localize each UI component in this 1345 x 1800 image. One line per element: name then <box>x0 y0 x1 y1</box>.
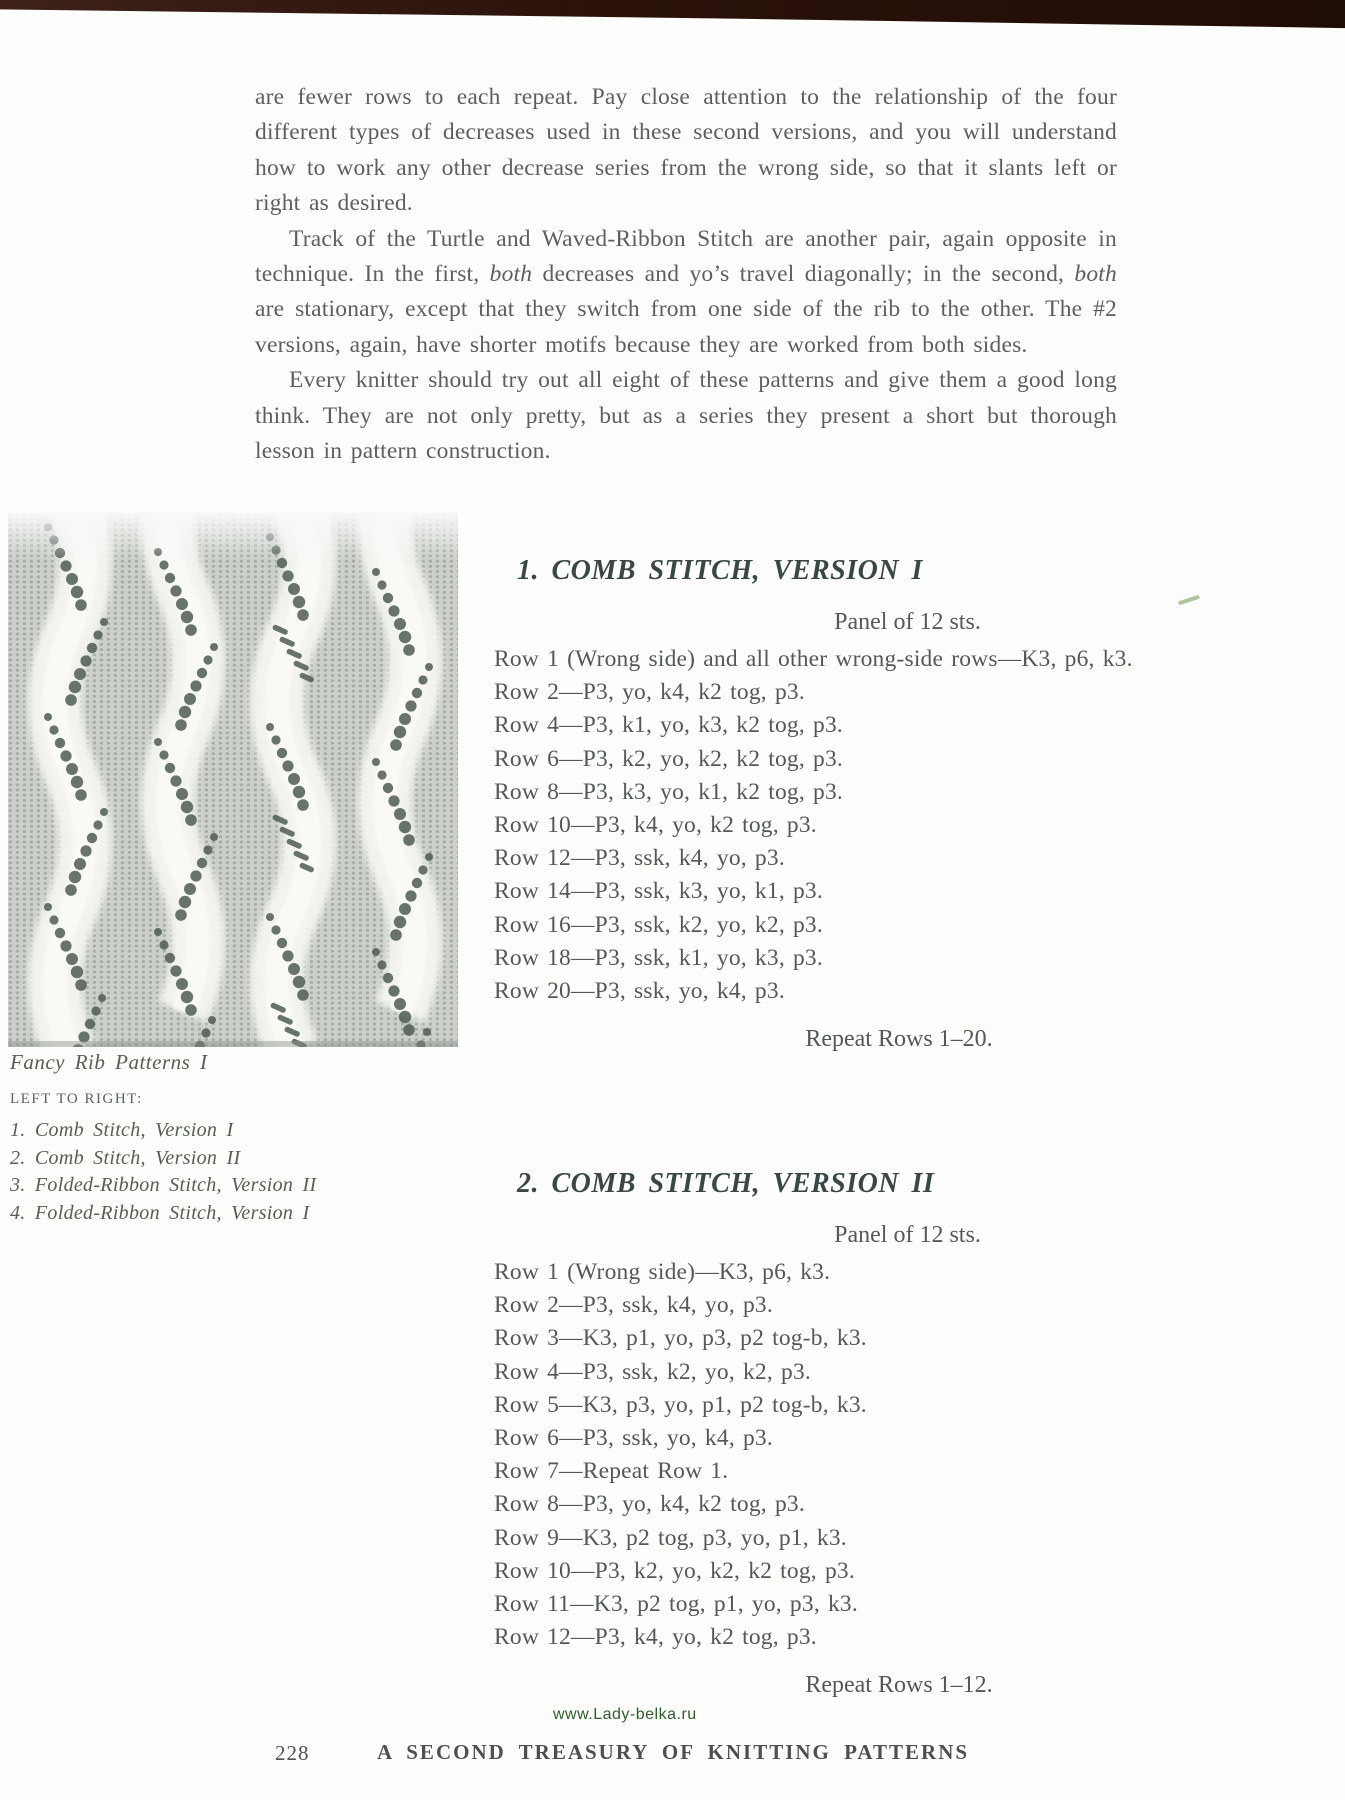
row-instruction: Row 1 (Wrong side) and all other wrong-side rows—K3, p6, k3. <box>494 646 1133 672</box>
row-instruction: Row 6—P3, k2, yo, k2, k2 tog, p3. <box>494 745 843 772</box>
row-instruction: Row 12—P3, k4, yo, k2 tog, p3. <box>494 1624 817 1651</box>
caption-item-list <box>10 1117 450 1227</box>
row-instruction: Row 20—P3, ssk, yo, k4, p3. <box>494 977 785 1004</box>
row-instruction: Row 3—K3, p1, yo, p3, p2 tog-b, k3. <box>494 1325 867 1352</box>
row-instruction: Row 10—P3, k2, yo, k2, k2 tog, p3. <box>494 1557 855 1584</box>
row-instruction: Row 18—P3, ssk, k1, yo, k3, p3. <box>494 944 823 971</box>
row-instruction: Row 6—P3, ssk, yo, k4, p3. <box>494 1424 773 1451</box>
knitting-swatch-illustration <box>8 512 458 1047</box>
section-comb-stitch-version-1 <box>494 551 1139 1053</box>
watermark-text: www.Lady-belka.ru <box>553 1706 697 1723</box>
book-title: A SECOND TREASURY OF KNITTING PATTERNS <box>377 1740 970 1764</box>
row-instruction: Row 16—P3, ssk, k2, yo, k2, p3. <box>494 911 823 938</box>
row-instruction: Row 1 (Wrong side)—K3, p6, k3. <box>494 1259 831 1285</box>
row-instruction: Row 4—P3, ssk, k2, yo, k2, p3. <box>494 1358 812 1385</box>
figure-caption <box>10 1050 450 1227</box>
pencil-mark <box>1178 595 1200 606</box>
caption-lead: LEFT TO RIGHT: <box>10 1091 143 1107</box>
repeat-note: Repeat Rows 1–12. <box>805 1672 993 1699</box>
row-instruction: Row 2—P3, ssk, k4, yo, p3. <box>494 1292 773 1319</box>
row-instruction: Row 4—P3, k1, yo, k3, k2 tog, p3. <box>494 712 843 739</box>
row-instruction: Row 7—Repeat Row 1. <box>494 1458 729 1485</box>
page-number: 228 <box>275 1741 310 1765</box>
row-instruction: Row 5—K3, p3, yo, p1, p2 tog-b, k3. <box>494 1391 867 1418</box>
intro-text <box>255 80 1117 469</box>
caption-item: 4. Folded-Ribbon Stitch, Version I <box>10 1201 310 1224</box>
row-instruction-list <box>494 1259 1139 1657</box>
caption-item: 2. Comb Stitch, Version II <box>10 1146 241 1169</box>
row-instruction: Row 2—P3, yo, k4, k2 tog, p3. <box>494 679 805 706</box>
repeat-note: Repeat Rows 1–20. <box>805 1026 993 1053</box>
row-instruction: Row 9—K3, p2 tog, p3, yo, p1, k3. <box>494 1524 847 1551</box>
intro-paragraph: are fewer rows to each repeat. Pay close attention to the relationship of the four different types of decreases used in these second versions, and you will understand how to work any other decrease series from the wrong side, so that it slants left or right as desired. <box>255 84 1117 217</box>
caption-title: Fancy Rib Patterns I <box>10 1050 208 1074</box>
row-instruction: Row 10—P3, k4, yo, k2 tog, p3. <box>494 811 817 838</box>
knitting-swatch-photo <box>8 512 458 1047</box>
panel-note: Panel of 12 sts. <box>834 609 981 635</box>
row-instruction: Row 11—K3, p2 tog, p1, yo, p3, k3. <box>494 1590 858 1617</box>
section-comb-stitch-version-2 <box>494 1164 1139 1699</box>
intro-paragraph: Track of the Turtle and Waved-Ribbon Stitch are another pair, again opposite in technique. In the first, both decreases and yo’s travel diagonally; in the second, both are stationary, except that they switch from one side of the rib to the other. The #2 versions, again, have shorter motifs because they are worked from both sides. <box>255 225 1117 358</box>
section-heading: 2. COMB STITCH, VERSION II <box>517 1168 935 1199</box>
book-spine-edge <box>0 0 1345 36</box>
panel-note: Panel of 12 sts. <box>834 1222 981 1248</box>
intro-paragraph: Every knitter should try out all eight of these patterns and give them a good long think. They are not only pretty, but as a series they present a short but thorough lesson in pattern construction. <box>255 367 1117 465</box>
row-instruction: Row 12—P3, ssk, k4, yo, p3. <box>494 845 785 872</box>
row-instruction: Row 14—P3, ssk, k3, yo, k1, p3. <box>494 878 823 905</box>
section-heading: 1. COMB STITCH, VERSION I <box>517 555 923 586</box>
row-instruction-list <box>494 646 1139 1011</box>
row-instruction: Row 8—P3, k3, yo, k1, k2 tog, p3. <box>494 778 843 805</box>
row-instruction: Row 8—P3, yo, k4, k2 tog, p3. <box>494 1491 805 1518</box>
caption-item: 3. Folded-Ribbon Stitch, Version II <box>10 1174 317 1196</box>
caption-item: 1. Comb Stitch, Version I <box>10 1119 234 1141</box>
